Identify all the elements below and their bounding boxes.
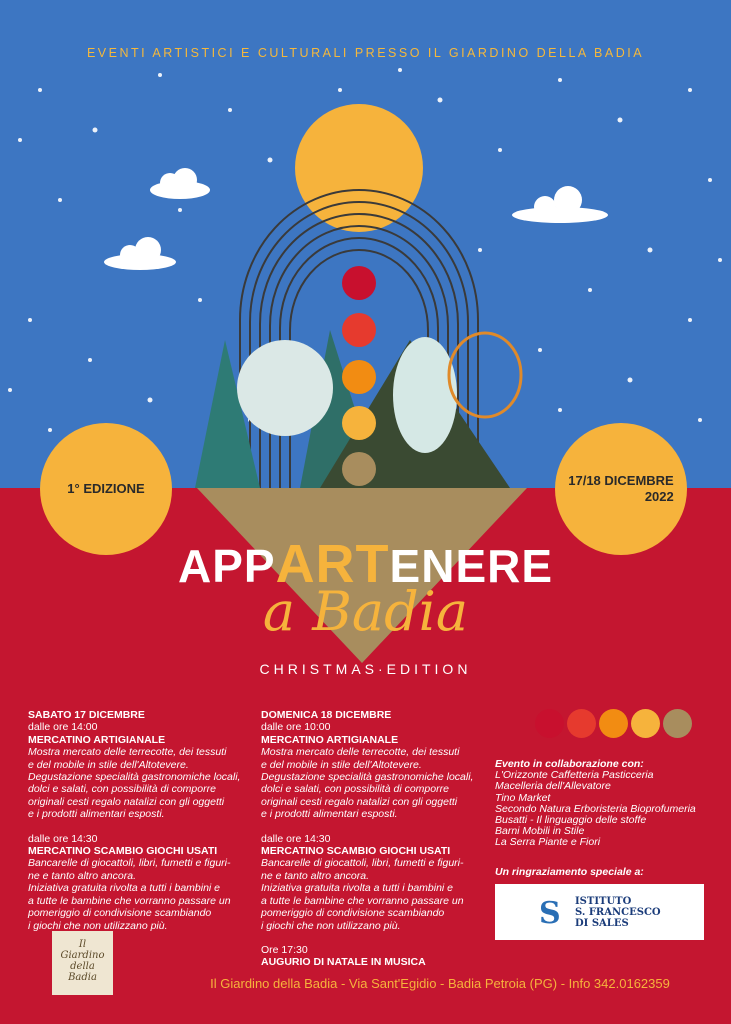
desc-line: ne e tanto altro ancora.	[28, 869, 136, 882]
collab-item: Barni Mobili in Stile	[495, 825, 585, 838]
dot-orange	[342, 360, 376, 394]
saturday-program	[28, 709, 250, 932]
desc-line: i giochi che non utilizzano più.	[28, 919, 168, 932]
collab-heading: Evento in collaborazione con:	[495, 758, 644, 770]
event-subtitle: a Badia	[262, 580, 469, 643]
desc-line: originali cesti regalo natalizi con gli oggetti	[28, 795, 225, 808]
dot-1	[535, 709, 564, 738]
desc-line: Bancarelle di giocattoli, libri, fumetti e figuri-	[261, 857, 464, 870]
desc-line: e i prodotti alimentari esposti.	[261, 808, 398, 821]
desc-line: originali cesti regalo natalizi con gli oggetti	[261, 795, 458, 808]
date-badge-line1: 17/18 DICEMBRE	[568, 472, 674, 488]
collab-item: L'Orizzonte Caffetteria Pasticceria	[495, 769, 654, 782]
sunday-event2: MERCATINO SCAMBIO GIOCHI USATI	[261, 845, 451, 858]
collab-item: Secondo Natura Erboristeria Bioprofumeria	[495, 802, 696, 815]
sunday-time1: dalle ore 10:00	[261, 721, 331, 734]
dot-2	[567, 709, 596, 738]
desc-line: e del mobile in stile dell'Altotevere.	[261, 758, 422, 771]
collab-item: Busatti - Il linguaggio delle stoffe	[495, 814, 647, 827]
garden-logo-line: Giardino	[60, 950, 105, 961]
desc-line: dolci e salati, con possibilità di comporre	[261, 783, 449, 796]
sunday-time3: Ore 17:30	[261, 943, 308, 956]
saturday-desc1	[28, 746, 250, 820]
garden-logo	[52, 931, 113, 995]
desc-line: Iniziativa gratuita rivolta a tutti i bambini e	[261, 882, 454, 895]
sky-background	[0, 0, 731, 488]
desc-line: Iniziativa gratuita rivolta a tutti i bambini e	[28, 882, 221, 895]
garden-logo-line: Il	[78, 939, 87, 950]
sfs-emblem-icon	[539, 893, 563, 931]
desc-line: a tutte le bambine che vorranno passare un	[28, 894, 231, 907]
sunday-program	[261, 709, 483, 969]
school-name	[575, 896, 661, 929]
collab-item: Macelleria dell'Allevatore	[495, 780, 611, 793]
saturday-event1: MERCATINO ARTIGIANALE	[28, 733, 166, 746]
garden-logo-line: Badia	[68, 972, 97, 983]
tree-orange	[449, 333, 521, 417]
desc-line: e i prodotti alimentari esposti.	[28, 808, 165, 821]
dot-4	[631, 709, 660, 738]
tree-white	[237, 340, 333, 436]
school-line3: DI SALES	[575, 917, 629, 929]
collaborators	[495, 759, 715, 849]
edition-label: CHRISTMAS·EDITION	[259, 661, 472, 677]
school-line1: ISTITUTO	[575, 895, 632, 907]
tree-pale	[393, 337, 457, 453]
dot-3	[599, 709, 628, 738]
sunday-desc1	[261, 746, 483, 820]
saturday-day: SABATO 17 DICEMBRE	[28, 709, 145, 721]
sunday-event1: MERCATINO ARTIGIANALE	[261, 733, 399, 746]
date-badge-text	[568, 473, 673, 506]
dot-yellow	[342, 406, 376, 440]
sunday-desc2	[261, 857, 483, 931]
desc-line: ne e tanto altro ancora.	[261, 869, 369, 882]
school-line2: S. FRANCESCO	[575, 906, 661, 918]
sunday-time2: dalle ore 14:30	[261, 832, 331, 845]
desc-line: pomeriggio di condivisione scambiando	[261, 907, 445, 920]
dot-brown	[342, 452, 376, 486]
school-logo	[495, 884, 704, 940]
dot-orange-red	[342, 313, 376, 347]
footer-info: Il Giardino della Badia - Via Sant'Egidio - Badia Petroia (PG) - Info 342.0162359	[210, 976, 670, 991]
collab-item: La Serra Piante e Fiori	[495, 836, 601, 849]
saturday-event2: MERCATINO SCAMBIO GIOCHI USATI	[28, 845, 218, 858]
saturday-time1: dalle ore 14:00	[28, 721, 98, 734]
saturday-time2: dalle ore 14:30	[28, 832, 98, 845]
dot-red	[342, 266, 376, 300]
desc-line: Degustazione specialità gastronomiche locali,	[28, 771, 241, 784]
sunday-day: DOMENICA 18 DICEMBRE	[261, 709, 392, 721]
color-dots	[535, 709, 692, 738]
garden-logo-line: della	[70, 961, 95, 972]
desc-line: i giochi che non utilizzano più.	[261, 919, 401, 932]
edition-badge-text: 1° EDIZIONE	[67, 480, 145, 496]
saturday-desc2	[28, 857, 250, 931]
desc-line: dolci e salati, con possibilità di comporre	[28, 783, 216, 796]
svg-text:S: S	[539, 896, 561, 931]
desc-line: Mostra mercato delle terrecotte, dei tessuti	[261, 746, 460, 759]
snow-illustration	[0, 0, 731, 488]
desc-line: Bancarelle di giocattoli, libri, fumetti e figuri-	[28, 857, 231, 870]
desc-line: Degustazione specialità gastronomiche locali,	[261, 771, 474, 784]
thanks-text: Un ringraziamento speciale a:	[495, 866, 644, 878]
sunday-event3: AUGURIO DI NATALE IN MUSICA	[261, 956, 426, 969]
date-badge-line2: 2022	[644, 489, 674, 504]
title-part3: ENERE	[389, 540, 554, 592]
dot-5	[663, 709, 692, 738]
desc-line: e del mobile in stile dell'Altotevere.	[28, 758, 189, 771]
desc-line: a tutte le bambine che vorranno passare un	[261, 894, 464, 907]
desc-line: pomeriggio di condivisione scambiando	[28, 907, 212, 920]
title-part1: APP	[177, 540, 276, 592]
desc-line: Mostra mercato delle terrecotte, dei tessuti	[28, 746, 227, 759]
header-text: EVENTI ARTISTICI E CULTURALI PRESSO IL GIARDINO DELLA BADIA	[86, 46, 645, 60]
title-part2: ART	[275, 534, 390, 594]
collab-item: Tino Market	[495, 791, 551, 804]
